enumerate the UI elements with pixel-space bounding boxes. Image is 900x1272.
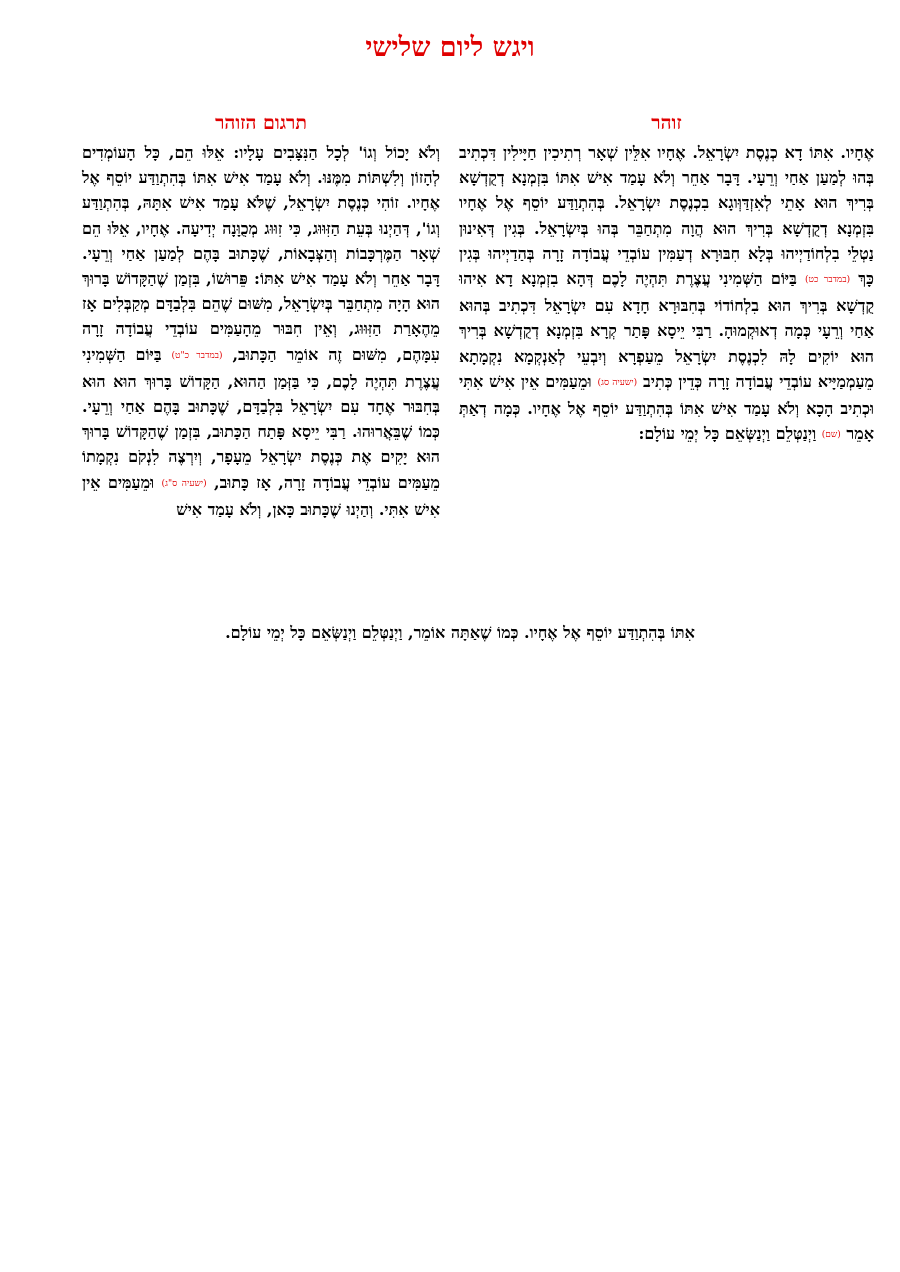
zohar-reference-2: (ישעיה סג) — [597, 377, 638, 388]
zohar-reference-1: (במדבר כט) — [805, 275, 851, 286]
zohar-text-part-3: וּמֵעַמִּים אֵין אִישׁ אִתִּי וּכְתִיב הָכָא וְלֹא עָמַד אִישׁ אִתּוֹ בְּהִתְוַדַּע יוֹסֵף אֶל אֶחָיו. כְּמָה דְאַתְּ אָמֵר — [459, 371, 874, 444]
translation-heading: תרגום הזוהר — [215, 112, 307, 134]
translation-reference-2: (ישעיה ס"ג) — [161, 478, 207, 489]
translation-column — [82, 110, 440, 522]
translation-text-part-1: וְלֹא יָכוֹל וְגוֹ' לְכָל הַנִּצָּבִים עָלָיו: אֵלּוּ הֵם, כָּל הָעוֹמְדִים לְהָזוֹן וְלִשְׁתּוֹת מִמֶּנּוּ. וְלֹא עָמַד אִישׁ אִתּוֹ בְּהִתְוַדַּע יוֹסֵף אֶל אֶחָיו. זוֹהִי כְּנֶסֶת יִשְׂרָאֵל, שֶׁלֹּא עָמַד אִישׁ אִתָּהּ, בְּהִתְוַדַּע וְגוֹ', דְּהַיְנוּ בְּעֵת הַזִּוּוּג, כִּי זִוּוּג מְכֻוָּנָה יְדִיעָה. אֶחָיו, אֵלּוּ הֵם שְׁאָר הַמֶּרְכָּבוֹת וְהַצְּבָאוֹת, שֶׁכָּתוּב בָּהֶם לְמַעַן אַחַי וְרֵעָי. דָּבָר אַחֵר וְלֹא עָמַד אִישׁ אִתּוֹ: פֵּרוּשׁוֹ, בִּזְמַן שֶׁהַקָּדוֹשׁ בָּרוּךְ הוּא הָיָה מִתְחַבֵּר בְּיִשְׂרָאֵל, מִשּׁוּם שֶׁהֵם בִּלְבַדָּם מְקַבְּלִים אָז מֵהֶאָרַת הַזִּוּוּג, וְאֵין חִבּוּר מֵהָעַמִּים עוֹבְדֵי עֲבוֹדָה זָרָה עִמָּהֶם, מִשּׁוּם זֶה אוֹמֵר הַכָּתוּב, — [82, 143, 440, 364]
translation-continuation: אִתּוֹ בְּהִתְוַדַּע יוֹסֵף אֶל אֶחָיו. כְּמוֹ שֶׁאַתָּה אוֹמֵר, וַיְנַטְּלֵם וַיְנַשְּׂאֵם כָּל יְמֵי עוֹלָם. — [225, 623, 695, 642]
zohar-text-part-1: אֶחָיו. אִתּוֹ דָא כְנֶסֶת יִשְׂרָאֵל. אֶחָיו אִלֵּין שְׁאָר רְתִיכִין חַיָּילִין דִּכְתִיב בְּהוּ לְמַעַן אַחַי וְרֵעָי. דָּבָר אַחֵר וְלֹא עָמַד אִישׁ אִתּוֹ בִּזְמְנָא דְקֻדְשָׁא בְּרִיךְ הוּא אָתֵי לְאִזְדַּוְּוגָא בִכְנֶסֶת יִשְׂרָאֵל. בְּהִתְוַדַּע יוֹסֵף אֶל אֶחָיו בִּזְמְנָא דְקֻדְשָׁא בְּרִיךְ הוּא הֲוָה מִתְחַבֵּר בְּהוּ בְּיִשְׂרָאֵל. בְּגִין דְּאִינוּן נַטְלֵי בִלְחוֹדַיְיהוּ בְּלָא חִבּוּרָא דְעַמִּין עוֹבְדֵי עֲבוֹדָה זָרָה בְּהַדַיְיהוּ בְּגִין כָּךְ — [459, 143, 874, 289]
page-title: ויגש ליום שלישי — [365, 32, 535, 63]
translation-text-part-2: בַּיּוֹם הַשְּׁמִינִי עֲצֶרֶת תִּהְיֶה לָכֶם, כִּי בַּזְּמַן הַהוּא, הַקָּדוֹשׁ בָּרוּךְ הוּא הוּא בְּחִבּוּר אֶחָד עִם יִשְׂרָאֵל בִּלְבַדָּם, שֶׁכָּתוּב בָּהֶם אַחַי וְרֵעָי. כְּמוֹ שֶׁבֵּאֲרוּהוּ. רַבִּי יֵיסָא פָּתַח הַכָּתוּב, בִּזְמַן שֶׁהַקָּדוֹשׁ בָּרוּךְ הוּא יָקִים אֶת כְּנֶסֶת יִשְׂרָאֵל מֵעָפָר, וְיִרְצֶה לִנְקֹם נִקְמָתוֹ מֵעַמִּים עוֹבְדֵי עֲבוֹדָה זָרָה, אָז כָּתוּב, — [82, 344, 441, 492]
zohar-heading: זוהר — [651, 112, 682, 134]
translation-text-part-3: וּמֵעַמִּים אֵין אִישׁ אִתִּי. וְהַיְנוּ שֶׁכָּתוּב כָּאן, וְלֹא עָמַד אִישׁ — [82, 472, 440, 519]
translation-reference-1: (במדבר כ"ט) — [171, 350, 223, 361]
zohar-column — [459, 110, 874, 448]
zohar-text-part-4: וַיְנַטְּלֵם וַיְנַשְּׂאֵם כָּל יְמֵי עוֹלָם: — [638, 424, 817, 444]
zohar-text-part-2: בַּיּוֹם הַשְּׁמִינִי עֲצֶרֶת תִּהְיֶה לָכֶם דְּהָא בִזְמְנָא דָא אִיהוּ קֻדְשָׁא בְּרִיךְ הוּא בִלְחוֹדוֹי בְּחִבּוּרָא חָדָא עִם יִשְׂרָאֵל דִּכְתִיב בְּהוּא אַחַי וְרֵעָי כְּמָה דְאוּקְמוּהָ. רַבִּי יֵיסָא פָּתַר קְרָא בִּזְמְנָא דְקֻדְשָׁא בְּרִיךְ הוּא יוֹקִים לָהּ לִכְנֶסֶת יִשְׂרָאֵל מֵעַפְרָא וְיִבְעֵי לְאַנְקְמָא נִקְמָתָא מֵעַמְמַיָּיא עוֹבְדֵי עֲבוֹדָה זָרָה כְּדֵין כְּתִיב — [459, 269, 875, 391]
zohar-text — [459, 140, 874, 448]
zohar-reference-3: (שם) — [821, 430, 841, 441]
translation-text — [82, 140, 440, 522]
